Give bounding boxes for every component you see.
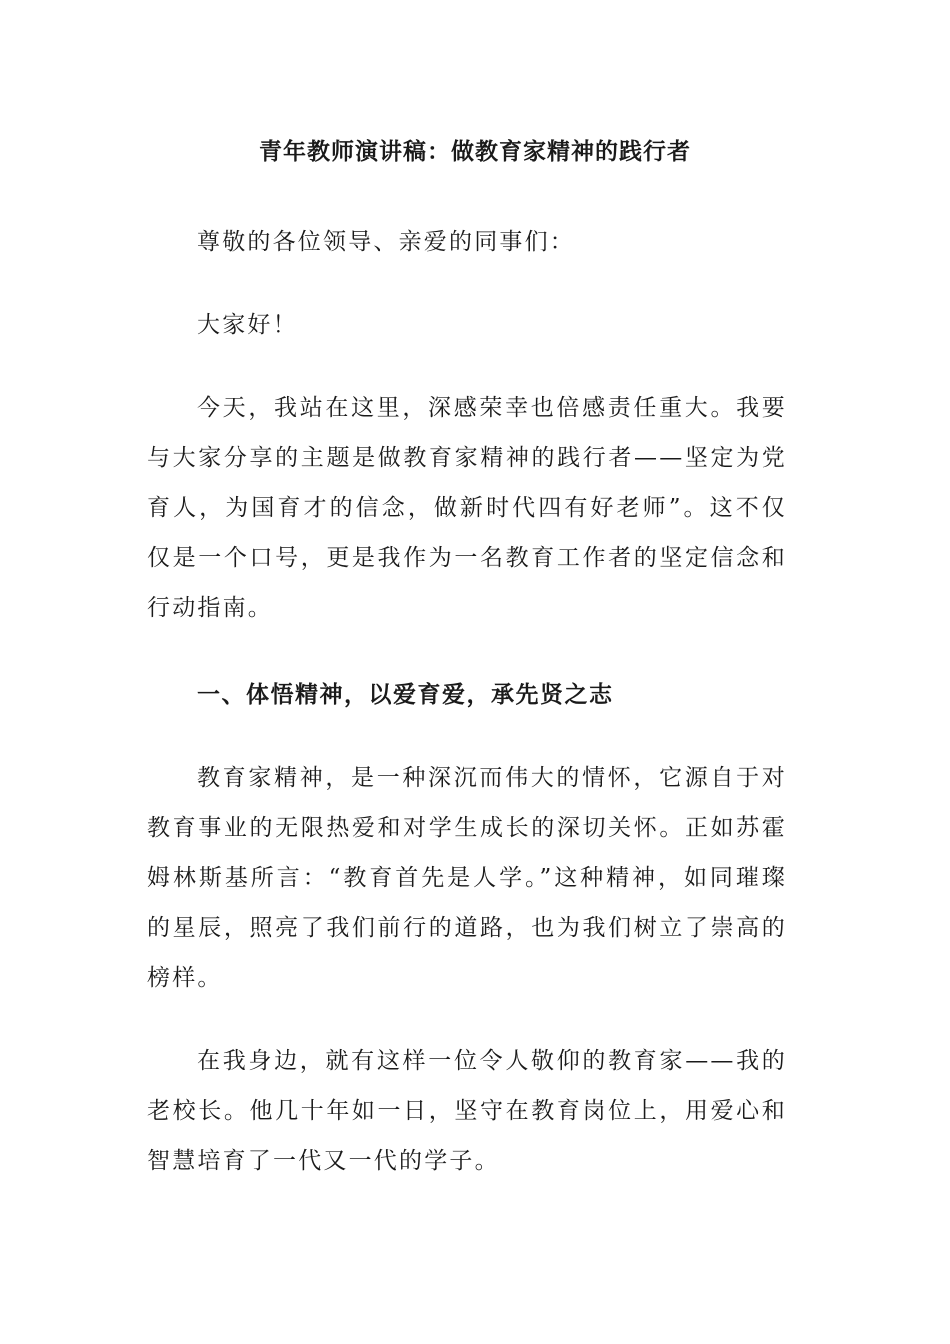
document-title: 青年教师演讲稿：做教育家精神的践行者 bbox=[259, 138, 691, 165]
greeting-paragraph: 大家好！ bbox=[197, 312, 298, 338]
section-paragraph: 教育家精神，是一种深沉而伟大的情怀，它源自于对教育事业的无限热爱和对学生成长的深切关怀。正如苏霍姆林斯基所言：“教育首先是人学。”这种精神，如同璀璨的星辰，照亮了我们前行的道路，也为我们树立了崇高的榜样。 bbox=[147, 765, 787, 991]
salutation-paragraph: 尊敬的各位领导、亲爱的同事们： bbox=[197, 229, 575, 255]
section-heading: 一、体悟精神，以爱育爱，承先贤之志 bbox=[197, 681, 614, 708]
intro-paragraph: 今天，我站在这里，深感荣幸也倍感责任重大。我要与大家分享的主题是做教育家精神的践行者——坚定为党育人，为国育才的信念，做新时代四有好老师”。这不仅仅是一个口号，更是我作为一名教育工作者的坚定信念和行动指南。 bbox=[147, 395, 787, 621]
section-paragraph: 在我身边，就有这样一位令人敬仰的教育家——我的老校长。他几十年如一日，坚守在教育岗位上，用爱心和智慧培育了一代又一代的学子。 bbox=[147, 1048, 787, 1174]
